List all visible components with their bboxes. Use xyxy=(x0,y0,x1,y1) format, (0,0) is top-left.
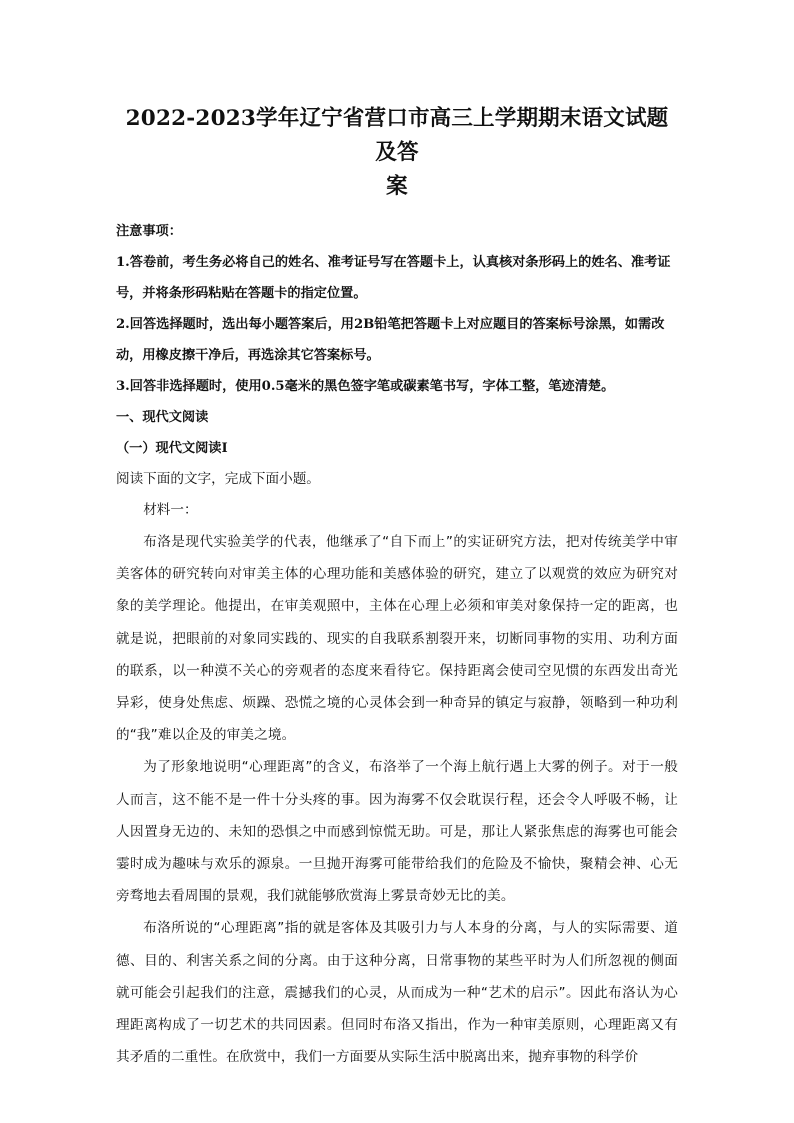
body-paragraph-2: 为了形象地说明“心理距离”的含义，布洛举了一个海上航行遇上大雾的例子。对于一般人而言，这不能不是一件十分头疼的事。因为海雾不仅会耽误行程，还会令人呼吸不畅，让人因置身无边的、未知的恐惧之中而感到惊慌无助。可是，那让人紧张焦虑的海雾也可能会霎时成为趣味与欢乐的源泉。一旦抛开海雾可能带给我们的危险及不愉快，聚精会神、心无旁骛地去看周围的景观，我们就能够欣赏海上雾景奇妙无比的美。 xyxy=(116,759,678,905)
section-heading: 一、现代文阅读 xyxy=(116,410,209,425)
notice-heading: 注意事项： xyxy=(116,224,182,239)
notice-item-2: 2.回答选择题时，选出每小题答案后，用2B铅笔把答题卡上对应题目的答案标号涂黑，如需改动，用橡皮擦干净后，再选涂其它答案标号。 xyxy=(116,317,665,363)
reading-instruction: 阅读下面的文字，完成下面小题。 xyxy=(116,471,320,487)
title-line-1: 2022-2023学年辽宁省营口市高三上学期期末语文试题及答 xyxy=(125,106,669,165)
notice-item-3: 3.回答非选择题时，使用0.5毫米的黑色签字笔或碳素笔书写，字体工整，笔迹清楚。 xyxy=(116,379,615,394)
notice-item-1: 1.答卷前，考生务必将自己的姓名、准考证号写在答题卡上，认真核对条形码上的姓名、准考证号，并将条形码粘贴在答题卡的指定位置。 xyxy=(116,255,671,301)
body-paragraph-1: 布洛是现代实验美学的代表，他继承了“自下而上”的实证研究方法，把对传统美学中审美客体的研究转向对审美主体的心理功能和美感体验的研究，建立了以观赏的效应为研究对象的美学理论。他提出，在审美观照中，主体在心理上必须和审美对象保持一定的距离，也就是说，把眼前的对象同实践的、现实的自我联系割裂开来，切断同事物的实用、功利方面的联系，以一种漠不关心的旁观者的态度来看待它。保持距离会使司空见惯的东西发出奇光异彩，使身处焦虑、烦躁、恐慌之境的心灵体会到一种奇异的镇定与寂静，领略到一种功利的“我”难以企及的审美之境。 xyxy=(116,534,678,744)
notice-section xyxy=(116,216,678,402)
body-paragraph-3: 布洛所说的“心理距离”指的就是客体及其吸引力与人本身的分离，与人的实际需要、道德、目的、利害关系之间的分离。由于这种分离，日常事物的某些平时为人们所忽视的侧面就可能会引起我们的注意，震撼我们的心灵，从而成为一种“艺术的启示”。因此布洛认为心理距离构成了一切艺术的共同因素。但同时布洛又指出，作为一种审美原则，心理距离又有其矛盾的二重性。在欣赏中，我们一方面要从实际生活中脱离出来，抛弃事物的科学价 xyxy=(116,920,678,1066)
document-title xyxy=(116,102,678,204)
subsection-heading: （一）现代文阅读Ⅰ xyxy=(116,441,228,456)
title-line-2: 案 xyxy=(386,174,408,199)
material-label: 材料一： xyxy=(143,502,198,518)
